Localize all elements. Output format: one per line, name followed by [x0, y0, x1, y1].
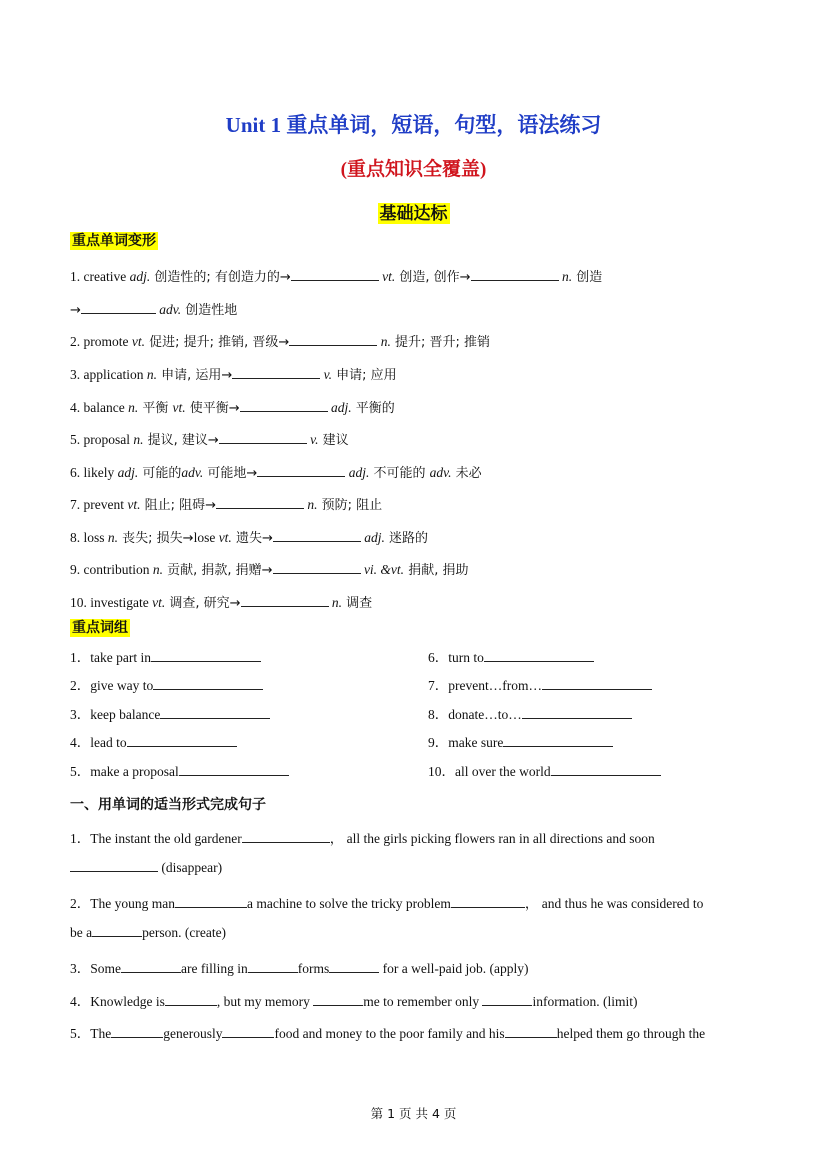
sentence-text: ， and thus he was considered to — [524, 896, 704, 911]
answer-blank[interactable] — [291, 279, 379, 281]
vocab-text: 预防; 阻止 — [317, 498, 383, 513]
answer-blank[interactable] — [175, 906, 247, 908]
answer-blank[interactable] — [232, 377, 320, 379]
vocab-text: 创造性地 — [181, 303, 238, 318]
answer-blank[interactable] — [179, 774, 289, 776]
answer-blank[interactable] — [160, 717, 270, 719]
vocab-number: 5. — [70, 432, 84, 447]
vocab-text: 可能地→ — [203, 466, 258, 481]
vocab-text: 创造性的; 有创造力的→ — [150, 270, 291, 285]
vocab-text: n. — [107, 530, 119, 545]
vocab-item — [70, 364, 397, 383]
vocab-text: prevent — [83, 497, 128, 512]
vocab-text: vt. — [152, 595, 166, 610]
vocab-text: lose — [193, 530, 219, 545]
vocab-text: 提议, 建议→ — [143, 433, 219, 448]
vocab-text: 申请; 应用 — [332, 368, 397, 383]
vocab-text: adv. — [155, 302, 182, 317]
phrase-text: 8．donate…to… — [428, 707, 522, 722]
vocab-item — [70, 331, 490, 350]
vocab-text: vt. — [131, 334, 145, 349]
vocab-number: 9. — [70, 562, 84, 577]
sentence-line — [70, 860, 222, 876]
answer-blank[interactable] — [505, 1036, 557, 1038]
vocab-text: 创造, 创作→ — [395, 270, 471, 285]
vocab-text: loss — [83, 530, 108, 545]
vocab-text: 迷路的 — [384, 531, 428, 546]
vocab-text: 可能的 — [138, 466, 182, 481]
vocab-text: 调查, 研究→ — [165, 596, 241, 611]
sentence-text: 5．The — [70, 1026, 112, 1041]
phrase-text: 10．all over the world — [428, 764, 551, 779]
answer-blank[interactable] — [242, 841, 330, 843]
phrase-item — [428, 731, 613, 751]
vocab-text: 捐献, 捐助 — [404, 563, 469, 578]
vocab-text: proposal — [83, 432, 134, 447]
vocab-text: n. — [558, 269, 573, 284]
sentence-text: helped them go through the — [556, 1026, 706, 1041]
answer-blank[interactable] — [240, 410, 328, 412]
sentence-text: person. (create) — [142, 925, 227, 940]
sentence-line — [70, 892, 703, 912]
vocab-text: 提升; 晋升; 推销 — [390, 335, 490, 350]
answer-blank[interactable] — [522, 717, 632, 719]
answer-blank[interactable] — [219, 442, 307, 444]
vocab-text: adj. — [327, 400, 352, 415]
vocab-item — [70, 462, 482, 481]
vocab-text: n. — [146, 367, 157, 382]
vocab-text: v. — [306, 432, 319, 447]
vocab-number: 3. — [70, 367, 84, 382]
answer-blank[interactable] — [241, 605, 329, 607]
sentence-text: a machine to solve the tricky problem — [246, 896, 451, 911]
vocab-number: 8. — [70, 530, 84, 545]
phrase-text: 1．take part in — [70, 650, 151, 665]
vocab-text: 平衡 — [138, 401, 173, 416]
sentence-text: ， all the girls picking flowers ran in all directions and soon — [329, 831, 655, 846]
vocab-number: 6. — [70, 465, 84, 480]
vocab-text: adj. — [360, 530, 385, 545]
vocab-text: promote — [83, 334, 132, 349]
vocab-number: 2. — [70, 334, 84, 349]
vocab-text: 申请, 运用→ — [156, 368, 233, 383]
phrase-item — [70, 760, 289, 780]
vocab-text: n. — [377, 334, 391, 349]
vocab-text: 未必 — [451, 466, 482, 481]
answer-blank[interactable] — [482, 1004, 532, 1006]
section-phrases-label: 重点词组 — [72, 620, 128, 636]
section-exercise1: 一、用单词的适当形式完成句子 — [70, 797, 266, 813]
answer-blank[interactable] — [471, 279, 559, 281]
vocab-text: investigate — [90, 595, 153, 610]
answer-blank[interactable] — [551, 774, 661, 776]
vocab-text: 阻止; 阻碍→ — [140, 498, 217, 513]
vocab-number: 4. — [70, 400, 84, 415]
sentence-line — [70, 957, 528, 977]
vocab-text: v. — [320, 367, 333, 382]
phrase-text: 9．make sure — [428, 735, 504, 750]
sentence-text: (disappear) — [158, 860, 223, 875]
vocab-text: n. — [304, 497, 318, 512]
vocab-item — [70, 397, 395, 416]
answer-blank[interactable] — [329, 971, 379, 973]
level-label: 基础达标 — [379, 204, 448, 223]
answer-blank[interactable] — [248, 971, 298, 973]
phrase-text: 2．give way to — [70, 678, 154, 693]
sentence-text: are filling in — [181, 961, 248, 976]
vocab-text: 不可能的 — [369, 466, 430, 481]
answer-blank[interactable] — [92, 935, 142, 937]
phrase-item — [428, 703, 632, 723]
phrase-text: 3．keep balance — [70, 707, 161, 722]
vocab-text: 促进; 提升; 推销, 晋级→ — [145, 335, 290, 350]
answer-blank[interactable] — [151, 660, 261, 662]
vocab-text: adj. — [129, 269, 151, 284]
vocab-text: likely — [83, 465, 118, 480]
phrase-text: 7．prevent…from… — [428, 678, 542, 693]
phrase-text: 6．turn to — [428, 650, 484, 665]
vocab-text: adv. — [429, 465, 452, 480]
phrase-item — [428, 646, 594, 666]
answer-blank[interactable] — [70, 870, 158, 872]
vocab-text: vt. — [172, 400, 186, 415]
answer-blank[interactable] — [216, 507, 304, 509]
page-footer: 第 1 页 共 4 页 — [370, 1106, 457, 1121]
vocab-text: 创造 — [572, 270, 603, 285]
vocab-text: n. — [128, 400, 139, 415]
answer-blank[interactable] — [273, 572, 361, 574]
answer-blank[interactable] — [153, 688, 263, 690]
sentence-text: forms — [297, 961, 330, 976]
vocab-text: adj. — [345, 465, 370, 480]
vocab-text: n. — [328, 595, 343, 610]
level-heading — [0, 199, 827, 224]
vocab-item — [70, 592, 372, 611]
vocab-text: adv. — [181, 465, 204, 480]
vocab-number: 7. — [70, 497, 84, 512]
vocab-text: vt. — [218, 530, 232, 545]
phrase-item — [428, 760, 661, 780]
phrase-item — [70, 674, 263, 694]
vocab-item — [70, 266, 602, 285]
sentence-text: food and money to the poor family and his — [274, 1026, 505, 1041]
answer-blank[interactable] — [222, 1036, 274, 1038]
answer-blank[interactable] — [273, 540, 361, 542]
vocab-text: vi. &vt. — [360, 562, 405, 577]
vocab-text: creative — [83, 269, 130, 284]
vocab-item — [70, 429, 349, 448]
sentence-text: information. (limit) — [532, 994, 638, 1009]
vocab-text: adj. — [117, 465, 139, 480]
sentence-text: , but my memory — [216, 994, 314, 1009]
answer-blank[interactable] — [257, 475, 345, 477]
vocab-text: 平衡的 — [351, 401, 395, 416]
vocab-text: application — [83, 367, 147, 382]
answer-blank[interactable] — [313, 1004, 363, 1006]
vocab-number: 1. — [70, 269, 84, 284]
phrase-item — [428, 674, 652, 694]
phrase-item — [70, 646, 261, 666]
sentence-text: me to remember only — [363, 994, 483, 1009]
vocab-text: 贡献, 捐款, 捐赠→ — [163, 563, 273, 578]
section-word-forms — [70, 230, 158, 250]
vocab-item — [70, 527, 428, 546]
vocab-text: n. — [133, 432, 144, 447]
section-phrases — [70, 617, 130, 637]
vocab-text: 丧失; 损失→ — [118, 531, 194, 546]
vocab-text: → — [70, 303, 81, 318]
phrase-item — [70, 731, 237, 751]
vocab-text: 建议 — [318, 433, 349, 448]
sentence-text: 3．Some — [70, 961, 122, 976]
phrase-text: 5．make a proposal — [70, 764, 179, 779]
sentence-text: 1．The instant the old gardener — [70, 831, 242, 846]
vocab-text: contribution — [83, 562, 153, 577]
phrase-text: 4．lead to — [70, 735, 127, 750]
vocab-number: 10. — [70, 595, 91, 610]
sentence-line — [70, 990, 637, 1010]
vocab-item — [70, 299, 237, 318]
sentence-text: generously — [163, 1026, 223, 1041]
answer-blank[interactable] — [81, 312, 156, 314]
phrase-item — [70, 703, 270, 723]
vocab-text: vt. — [127, 497, 141, 512]
answer-blank[interactable] — [165, 1004, 217, 1006]
vocab-text: balance — [83, 400, 129, 415]
answer-blank[interactable] — [542, 688, 652, 690]
answer-blank[interactable] — [111, 1036, 163, 1038]
answer-blank[interactable] — [484, 660, 594, 662]
sentence-line — [70, 925, 226, 941]
vocab-item — [70, 559, 468, 578]
page-title: Unit 1 重点单词，短语，句型，语法练习 — [225, 113, 602, 137]
page-subtitle: (重点知识全覆盖) — [340, 159, 487, 180]
sentence-text: for a well-paid job. (apply) — [379, 961, 529, 976]
sentence-line — [70, 827, 655, 847]
vocab-text: 使平衡→ — [185, 401, 240, 416]
answer-blank[interactable] — [121, 971, 181, 973]
vocab-text: 调查 — [342, 596, 373, 611]
vocab-text: vt. — [378, 269, 396, 284]
section-word-forms-label: 重点单词变形 — [72, 233, 156, 249]
sentence-line — [70, 1022, 705, 1042]
sentence-text: 4．Knowledge is — [70, 994, 165, 1009]
sentence-text: be a — [70, 925, 93, 940]
answer-blank[interactable] — [289, 344, 377, 346]
answer-blank[interactable] — [451, 906, 525, 908]
vocab-item — [70, 494, 382, 513]
answer-blank[interactable] — [503, 745, 613, 747]
sentence-text: 2．The young man — [70, 896, 175, 911]
vocab-text: 遗失→ — [231, 531, 273, 546]
answer-blank[interactable] — [127, 745, 237, 747]
vocab-text: n. — [152, 562, 163, 577]
